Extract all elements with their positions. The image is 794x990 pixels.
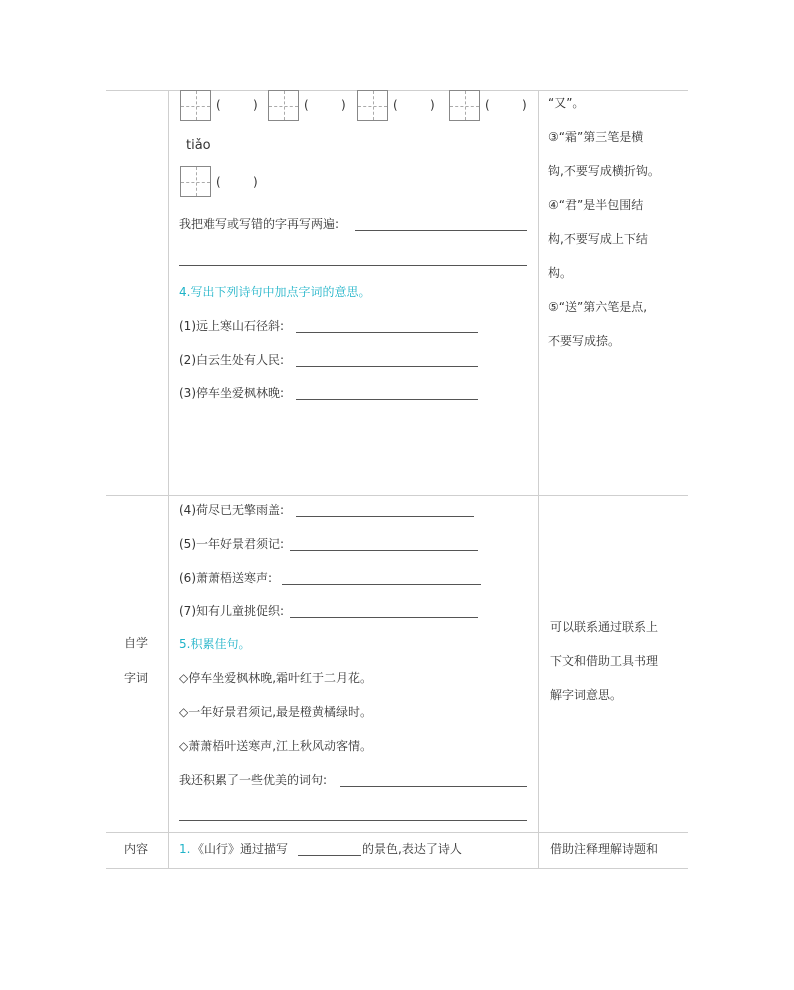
- tian-grid-1[interactable]: [180, 90, 211, 121]
- right-tip-4: 借助注释理解诗题和: [550, 842, 659, 856]
- right-note-1: “又”。: [548, 96, 585, 110]
- right-note-5: 构,不要写成上下结: [548, 232, 648, 246]
- right-tip-1: 可以联系通过联系上: [550, 620, 659, 634]
- q4-item-5: (5)一年好景君须记:: [179, 537, 285, 551]
- rewrite-blank-1[interactable]: [355, 230, 527, 231]
- q5-heading: 5.积累佳句。: [179, 637, 251, 651]
- q4-item-1: (1)远上寒山石径斜:: [179, 319, 285, 333]
- q4-item-4: (4)荷尽已无擎雨盖:: [179, 503, 285, 517]
- right-tip-2: 下文和借助工具书理: [550, 654, 659, 668]
- right-tip-3: 解字词意思。: [550, 688, 623, 702]
- q4-item-6: (6)萧萧梧送寒声:: [179, 571, 273, 585]
- table-bottom-border: [106, 868, 688, 869]
- row-divider-2: [106, 832, 688, 833]
- q4-blank-5[interactable]: [290, 550, 478, 551]
- right-note-6: 构。: [548, 266, 573, 280]
- col-divider-left: [168, 90, 169, 868]
- rewrite-blank-2[interactable]: [179, 265, 527, 266]
- q1-blank[interactable]: [298, 855, 361, 856]
- tian-grid-4[interactable]: [449, 90, 480, 121]
- q4-blank-4[interactable]: [296, 516, 474, 517]
- col-divider-right: [538, 90, 539, 868]
- q1-text-a: 《山行》通过描写: [192, 842, 289, 856]
- accumulate-blank-1[interactable]: [340, 786, 527, 787]
- paren-left-1: (: [216, 98, 221, 112]
- right-note-3: 钩,不要写成横折钩。: [548, 164, 660, 178]
- right-note-7: ⑤“送”第六笔是点,: [548, 300, 648, 314]
- q4-item-7: (7)知有儿童挑促织:: [179, 604, 285, 618]
- paren-left-3: (: [393, 98, 398, 112]
- accumulate-label: 我还积累了一些优美的词句:: [179, 773, 328, 787]
- paren-right-2: ): [341, 98, 346, 112]
- q4-item-3: (3)停车坐爱枫林晚:: [179, 386, 285, 400]
- paren-right-1: ): [253, 98, 258, 112]
- q4-blank-3[interactable]: [296, 399, 478, 400]
- paren-left-4: (: [485, 98, 490, 112]
- right-note-8: 不要写成捺。: [548, 334, 621, 348]
- tian-grid-3[interactable]: [357, 90, 388, 121]
- q5-item-3: ◇萧萧梧叶送寒声,江上秋风动客情。: [179, 739, 373, 753]
- accumulate-blank-2[interactable]: [179, 820, 527, 821]
- q4-blank-7[interactable]: [290, 617, 478, 618]
- q5-item-2: ◇一年好景君须记,最是橙黄橘绿时。: [179, 705, 373, 719]
- q4-blank-2[interactable]: [296, 366, 478, 367]
- rewrite-label: 我把难写或写错的字再写两遍:: [179, 217, 340, 231]
- row-label-zixue: 自学: [124, 636, 149, 650]
- paren-right-3: ): [430, 98, 435, 112]
- q1-text-b: 的景色,表达了诗人: [362, 842, 462, 856]
- paren-left-2: (: [304, 98, 309, 112]
- right-note-4: ④“君”是半包围结: [548, 198, 644, 212]
- row-label-neirong: 内容: [124, 842, 149, 856]
- q5-item-1: ◇停车坐爱枫林晚,霜叶红于二月花。: [179, 671, 373, 685]
- row-divider-1: [106, 495, 688, 496]
- q4-heading: 4.写出下列诗句中加点字词的意思。: [179, 285, 371, 299]
- tian-grid-2[interactable]: [268, 90, 299, 121]
- q4-blank-1[interactable]: [296, 332, 478, 333]
- q4-blank-6[interactable]: [282, 584, 481, 585]
- paren-left-5: (: [216, 175, 221, 189]
- tian-grid-5[interactable]: [180, 166, 211, 197]
- paren-right-4: ): [522, 98, 527, 112]
- q4-item-2: (2)白云生处有人民:: [179, 353, 285, 367]
- paren-right-5: ): [253, 175, 258, 189]
- row-label-zici: 字词: [124, 671, 149, 685]
- right-note-2: ③“霜”第三笔是横: [548, 130, 644, 144]
- pinyin-tiao: tiǎo: [186, 138, 211, 153]
- q1-number: 1.: [179, 842, 191, 856]
